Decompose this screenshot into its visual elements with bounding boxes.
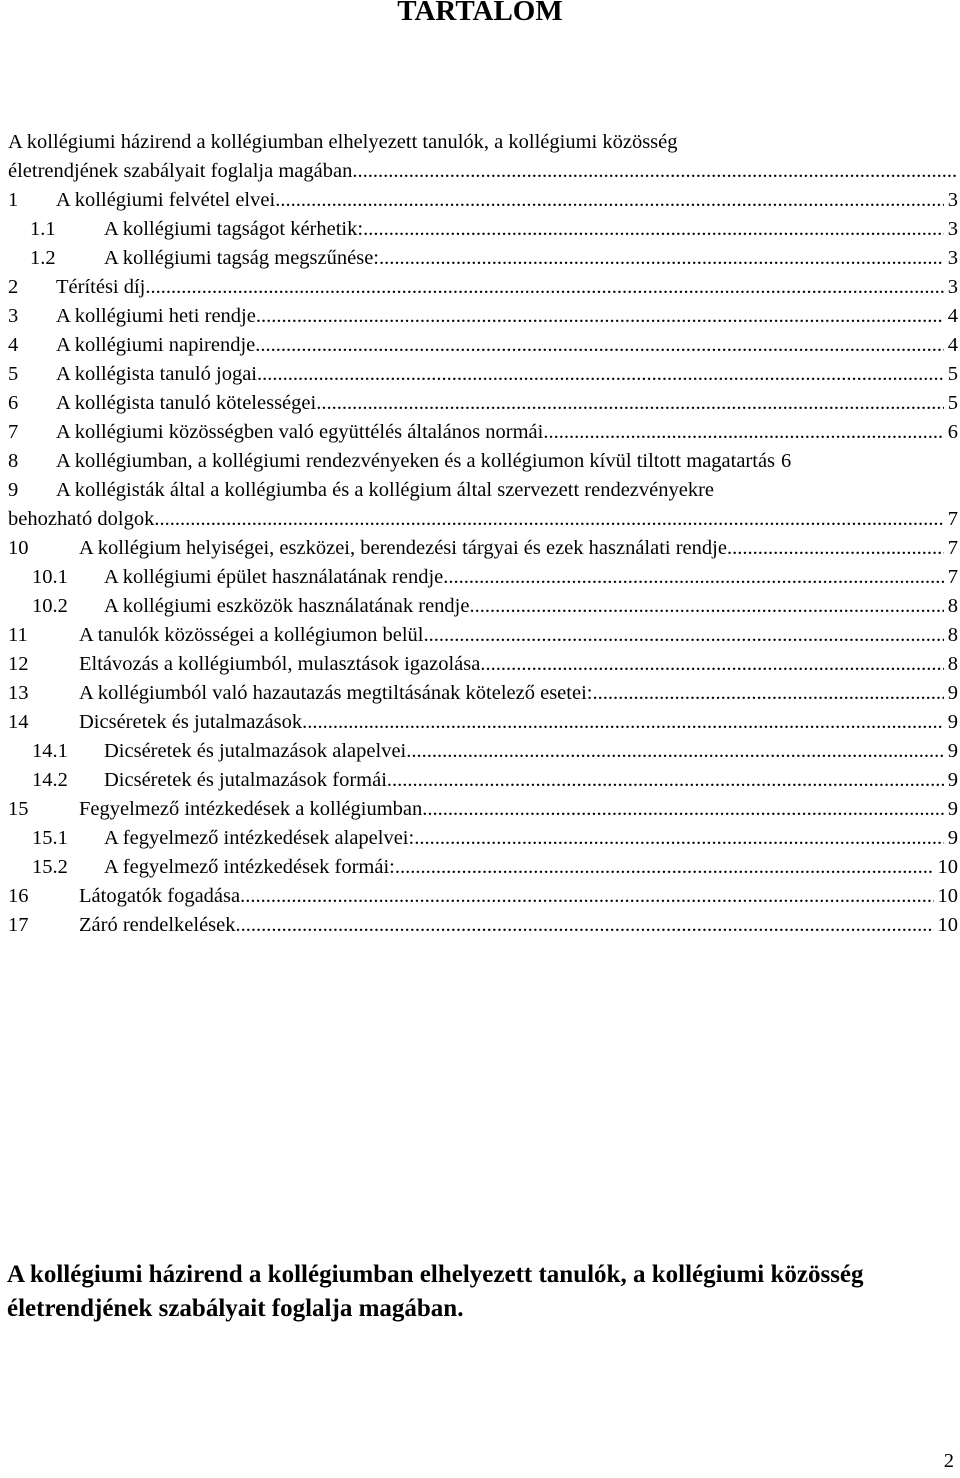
toc-entry-title: Fegyelmező intézkedések a kollégiumban xyxy=(79,798,423,820)
toc-leader-dots xyxy=(592,679,943,708)
toc-entry-title: Dicséretek és jutalmazások alapelvei xyxy=(104,740,407,762)
toc-entry-number: 11 xyxy=(8,624,28,646)
toc-entry-number: 10 xyxy=(8,537,29,559)
toc-entry-title: Látogatók fogadása xyxy=(79,885,241,907)
toc-entry-number: 6 xyxy=(8,392,19,414)
toc-entry-number: 1 xyxy=(8,189,19,211)
toc-entry-page: 9 xyxy=(947,798,958,820)
toc-entry-number: 12 xyxy=(8,653,29,675)
toc-entry[interactable] xyxy=(8,418,958,447)
toc-entry-page: 3 xyxy=(947,247,958,269)
toc-entry[interactable] xyxy=(8,766,958,795)
toc-entry[interactable] xyxy=(8,563,958,592)
toc-leader-dots xyxy=(414,824,944,853)
toc-entry-page: 9 xyxy=(947,711,958,733)
page-number: 2 xyxy=(943,1450,954,1472)
toc-entry-title: A kollégiumi heti rendje xyxy=(56,305,256,327)
toc-entry-page: 8 xyxy=(947,653,958,675)
toc-entry-title: A tanulók közösségei a kollégiumon belül xyxy=(79,624,424,646)
toc-entry-page: 7 xyxy=(947,537,958,559)
toc-entry-title: Dicséretek és jutalmazások formái xyxy=(104,769,387,791)
toc-entry[interactable] xyxy=(8,911,958,940)
toc-entry-number: 1.1 xyxy=(30,218,56,240)
toc-entry-title: A kollégiumi közösségben való együttélés általános normái xyxy=(56,421,544,443)
toc-entry[interactable] xyxy=(8,186,958,215)
toc-entry-number: 2 xyxy=(8,276,19,298)
toc-entry[interactable] xyxy=(8,534,958,563)
toc-entry-title: A fegyelmező intézkedések formái: xyxy=(104,856,395,878)
toc-entry-page: 5 xyxy=(947,392,958,414)
toc-leader-dots xyxy=(379,244,944,273)
toc-intro-title: életrendjének szabályait foglalja magában. xyxy=(8,160,358,182)
toc-entry-title-continued: behozható dolgok xyxy=(8,508,155,530)
toc-entry-number: 5 xyxy=(8,363,19,385)
toc-entry-number: 7 xyxy=(8,421,19,443)
toc-entry-page: 8 xyxy=(947,624,958,646)
toc-entry-page: 6 xyxy=(947,421,958,443)
toc-entry-title: Eltávozás a kollégiumból, mulasztások igazolása xyxy=(79,653,481,675)
toc-leader-dots xyxy=(727,534,944,563)
toc-entry[interactable] xyxy=(8,447,958,476)
toc-entry[interactable] xyxy=(8,853,958,882)
toc-leader-dots xyxy=(406,737,944,766)
toc-entry-number: 4 xyxy=(8,334,19,356)
toc-entry[interactable] xyxy=(8,882,958,911)
toc-entry-page: 9 xyxy=(947,769,958,791)
toc-leader-dots xyxy=(145,273,943,302)
toc-entry-page: 7 xyxy=(947,508,958,530)
section-heading: A kollégiumi házirend a kollégiumban elhelyezett tanulók, a kollégiumi közösség életrendjének szabályait foglalja magában. xyxy=(7,1261,864,1322)
toc-entry[interactable] xyxy=(8,824,958,853)
toc-entry-page: 10 xyxy=(937,856,958,878)
toc-entry-title: A kollégiumi felvétel elvei xyxy=(56,189,276,211)
toc-leader-dots xyxy=(256,302,944,331)
toc-entry-page: 5 xyxy=(947,363,958,385)
table-of-contents xyxy=(8,128,958,940)
toc-entry-number: 14.1 xyxy=(32,740,68,762)
toc-entry-page: 7 xyxy=(947,566,958,588)
toc-entry-page: 10 xyxy=(937,885,958,907)
toc-entry-page: 10 xyxy=(937,914,958,936)
toc-leader-dots xyxy=(236,911,934,940)
toc-leader-dots xyxy=(395,853,934,882)
toc-entry-page: 6 xyxy=(781,450,792,472)
toc-entry-number: 14.2 xyxy=(32,769,68,791)
toc-intro-line-1: A kollégiumi házirend a kollégiumban elhelyezett tanulók, a kollégiumi közösség xyxy=(8,131,678,153)
toc-entry-number: 15.1 xyxy=(32,827,68,849)
toc-entry[interactable] xyxy=(8,389,958,418)
toc-entry-title: A kollégiumi eszközök használatának rendje xyxy=(104,595,470,617)
toc-leader-dots xyxy=(469,592,943,621)
toc-entry-page: 3 xyxy=(947,218,958,240)
toc-entry-number: 3 xyxy=(8,305,19,327)
toc-entry-page: 9 xyxy=(947,827,958,849)
toc-leader-dots xyxy=(240,882,933,911)
toc-entry-title: A kollégiumban, a kollégiumi rendezvényeken és a kollégiumon kívül tiltott magatartás xyxy=(56,450,776,472)
toc-entry[interactable] xyxy=(8,244,958,273)
toc-entry[interactable] xyxy=(8,215,958,244)
toc-entry-title: A kollégista tanuló jogai xyxy=(56,363,257,385)
toc-intro-entry[interactable] xyxy=(8,128,958,186)
toc-leader-dots xyxy=(443,563,943,592)
toc-entry[interactable] xyxy=(8,476,958,534)
toc-entry-title: A kollégiumból való hazautazás megtiltásának kötelező esetei: xyxy=(79,682,593,704)
toc-entry-number: 1.2 xyxy=(30,247,56,269)
toc-entry-title: A kollégium helyiségei, eszközei, berendezési tárgyai és ezek használati rendje xyxy=(79,537,727,559)
toc-entry[interactable] xyxy=(8,708,958,737)
toc-entry-number: 16 xyxy=(8,885,29,907)
toc-entry-page: 3 xyxy=(947,276,958,298)
toc-entry-page: 9 xyxy=(947,740,958,762)
toc-entry[interactable] xyxy=(8,737,958,766)
toc-entry-title: A kollégiumi tagságot kérhetik: xyxy=(104,218,364,240)
toc-entry-number: 15.2 xyxy=(32,856,68,878)
toc-leader-dots xyxy=(422,795,943,824)
toc-entry[interactable] xyxy=(8,795,958,824)
toc-leader-dots xyxy=(302,708,944,737)
toc-entry-page: 4 xyxy=(947,305,958,327)
toc-leader-dots xyxy=(357,157,958,186)
toc-leader-dots xyxy=(480,650,943,679)
toc-entry[interactable] xyxy=(8,302,958,331)
toc-leader-dots xyxy=(543,418,943,447)
toc-entry-page: 3 xyxy=(947,189,958,211)
toc-entry-number: 17 xyxy=(8,914,29,936)
toc-entry-number: 13 xyxy=(8,682,29,704)
toc-entry-title: Térítési díj xyxy=(56,276,146,298)
toc-leader-dots xyxy=(275,186,944,215)
toc-entry-title: Dicséretek és jutalmazások xyxy=(79,711,303,733)
toc-leader-dots xyxy=(387,766,944,795)
toc-entry-title: A kollégisták által a kollégiumba és a kollégium által szervezett rendezvényekre xyxy=(56,479,715,501)
toc-leader-dots xyxy=(257,360,944,389)
toc-intro-line-2 xyxy=(8,157,958,186)
toc-entry[interactable] xyxy=(8,650,958,679)
toc-entry-number: 15 xyxy=(8,798,29,820)
toc-entry-number: 10.1 xyxy=(32,566,68,588)
toc-entry[interactable] xyxy=(8,621,958,650)
toc-entry[interactable] xyxy=(8,679,958,708)
toc-entry[interactable] xyxy=(8,331,958,360)
toc-entry-title: A kollégista tanuló kötelességei xyxy=(56,392,317,414)
toc-entry-page: 4 xyxy=(947,334,958,356)
toc-leader-dots xyxy=(316,389,944,418)
toc-entry-title: A kollégiumi napirendje xyxy=(56,334,256,356)
toc-entry-page: 9 xyxy=(947,682,958,704)
toc-entry-number: 9 xyxy=(8,479,19,501)
toc-entry-title: A kollégiumi épület használatának rendje xyxy=(104,566,444,588)
toc-entry-number: 8 xyxy=(8,450,19,472)
toc-entry-title: Záró rendelkelések xyxy=(79,914,236,936)
toc-entry-number: 14 xyxy=(8,711,29,733)
toc-leader-dots xyxy=(255,331,943,360)
toc-leader-dots xyxy=(363,215,944,244)
toc-entry[interactable] xyxy=(8,592,958,621)
toc-entry-page: 8 xyxy=(947,595,958,617)
toc-leader-dots xyxy=(154,505,943,534)
document-title: TARTALOM xyxy=(397,0,563,27)
toc-entry-title: A kollégiumi tagság megszűnése: xyxy=(104,247,379,269)
toc-entry-title: A fegyelmező intézkedések alapelvei: xyxy=(104,827,415,849)
toc-entry-number: 10.2 xyxy=(32,595,68,617)
toc-entry[interactable] xyxy=(8,273,958,302)
toc-entry[interactable] xyxy=(8,360,958,389)
toc-leader-dots xyxy=(423,621,943,650)
